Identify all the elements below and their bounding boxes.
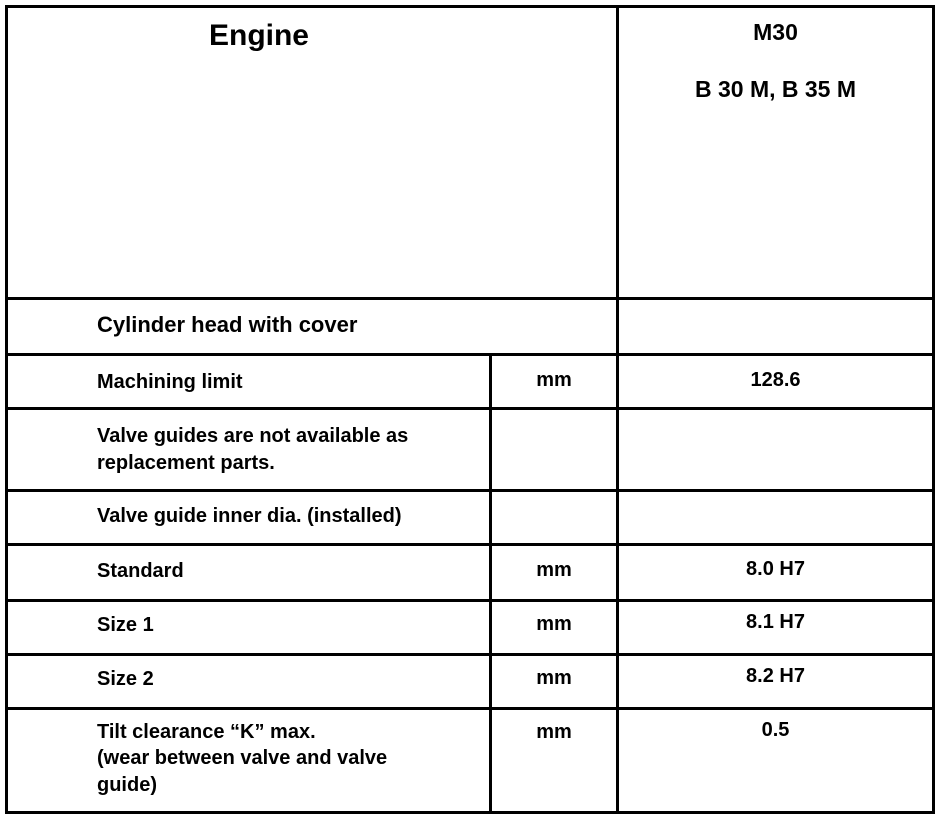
row-line-6 — [5, 707, 935, 710]
row-label: Size 2 — [97, 668, 154, 690]
row-unit: mm — [536, 667, 572, 689]
header-bottom-line — [5, 297, 935, 300]
row-label: Machining limit — [97, 371, 243, 393]
row-unit: mm — [536, 721, 572, 743]
row-value: 128.6 — [750, 369, 801, 391]
table-border-bottom — [5, 811, 935, 814]
table-border-top — [5, 5, 935, 8]
row-line-1 — [5, 407, 935, 410]
row-label: guide) — [97, 774, 157, 796]
row-line-4 — [5, 599, 935, 602]
section-bottom-line — [5, 353, 935, 356]
row-line-5 — [5, 653, 935, 656]
engine-header: Engine — [208, 19, 309, 52]
row-line-2 — [5, 489, 935, 492]
row-line-3 — [5, 543, 935, 546]
row-value: 8.1 H7 — [746, 611, 805, 633]
row-label: Valve guide inner dia. (installed) — [97, 505, 402, 527]
row-label: Size 1 — [97, 614, 154, 636]
section-title: Cylinder head with cover — [97, 312, 358, 337]
row-unit: mm — [536, 559, 572, 581]
row-value: 8.0 H7 — [746, 558, 805, 580]
row-label: Tilt clearance “K” max. — [97, 721, 316, 743]
row-unit: mm — [536, 613, 572, 635]
row-value: 0.5 — [761, 719, 790, 741]
row-label: Valve guides are not available as — [97, 425, 409, 447]
row-unit: mm — [536, 369, 572, 391]
row-value: 8.2 H7 — [746, 665, 805, 687]
row-label: replacement parts. — [97, 452, 275, 474]
row-label: Standard — [97, 560, 184, 582]
engine-variants: B 30 M, B 35 M — [694, 76, 857, 102]
engine-model: M30 — [753, 19, 798, 45]
row-label: (wear between valve and valve — [97, 747, 388, 769]
